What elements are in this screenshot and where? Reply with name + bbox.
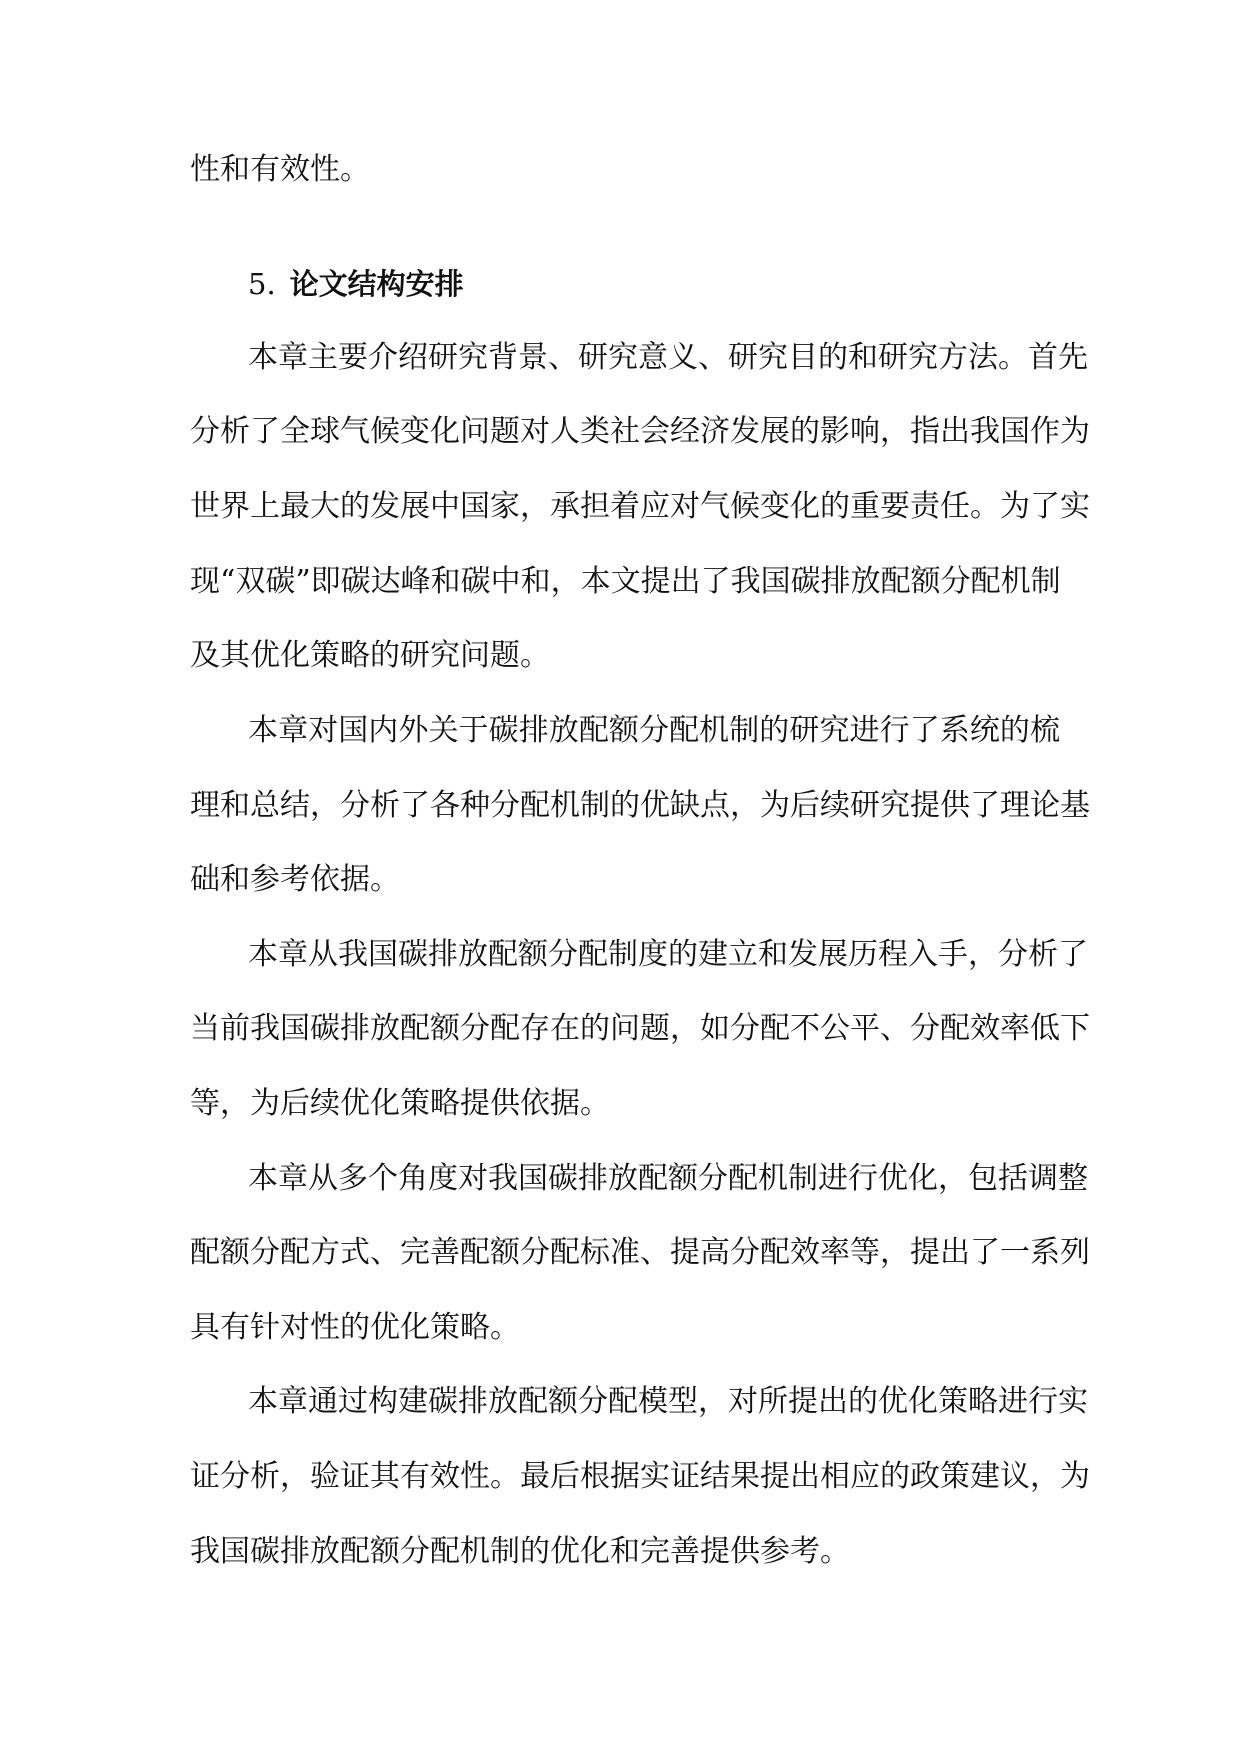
paragraph-4-line-1: 本章从多个角度对我国碳排放配额分配机制进行优化，包括调整 xyxy=(248,1161,1088,1196)
section-number: 5. xyxy=(248,267,276,301)
paragraph-2-line-1: 本章对国内外关于碳排放配额分配机制的研究进行了系统的梳 xyxy=(248,713,1060,748)
section-heading xyxy=(248,264,464,304)
paragraph-2-line-3: 础和参考依据。 xyxy=(190,862,400,897)
paragraph-3-line-1: 本章从我国碳排放配额分配制度的建立和发展历程入手，分析了 xyxy=(248,937,1088,972)
paragraph-4-line-2: 配额分配方式、完善配额分配标准、提高分配效率等，提出了一系列 xyxy=(190,1235,1090,1270)
paragraph-1-line-4: 现“双碳”即碳达峰和碳中和，本文提出了我国碳排放配额分配机制 xyxy=(190,564,1061,599)
paragraph-1-line-1: 本章主要介绍研究背景、研究意义、研究目的和研究方法。首先 xyxy=(248,340,1088,375)
paragraph-4-line-3: 具有针对性的优化策略。 xyxy=(190,1310,520,1345)
paragraph-5-line-1: 本章通过构建碳排放配额分配模型，对所提出的优化策略进行实 xyxy=(248,1384,1088,1419)
paragraph-2-line-2: 理和总结，分析了各种分配机制的优缺点，为后续研究提供了理论基 xyxy=(190,788,1090,823)
continuation-line: 性和有效性。 xyxy=(190,152,370,187)
paragraph-3-line-2: 当前我国碳排放配额分配存在的问题，如分配不公平、分配效率低下 xyxy=(190,1011,1090,1046)
paragraph-5-line-2: 证分析，验证其有效性。最后根据实证结果提出相应的政策建议，为 xyxy=(190,1459,1090,1494)
paragraph-3-line-3: 等，为后续优化策略提供依据。 xyxy=(190,1086,610,1121)
paragraph-1-line-5: 及其优化策略的研究问题。 xyxy=(190,638,550,673)
paragraph-1-line-2: 分析了全球气候变化问题对人类社会经济发展的影响，指出我国作为 xyxy=(190,414,1090,449)
section-title: 论文结构安排 xyxy=(289,267,464,301)
paragraph-1-line-3: 世界上最大的发展中国家，承担着应对气候变化的重要责任。为了实 xyxy=(190,489,1090,524)
paragraph-5-line-3: 我国碳排放配额分配机制的优化和完善提供参考。 xyxy=(190,1534,850,1569)
